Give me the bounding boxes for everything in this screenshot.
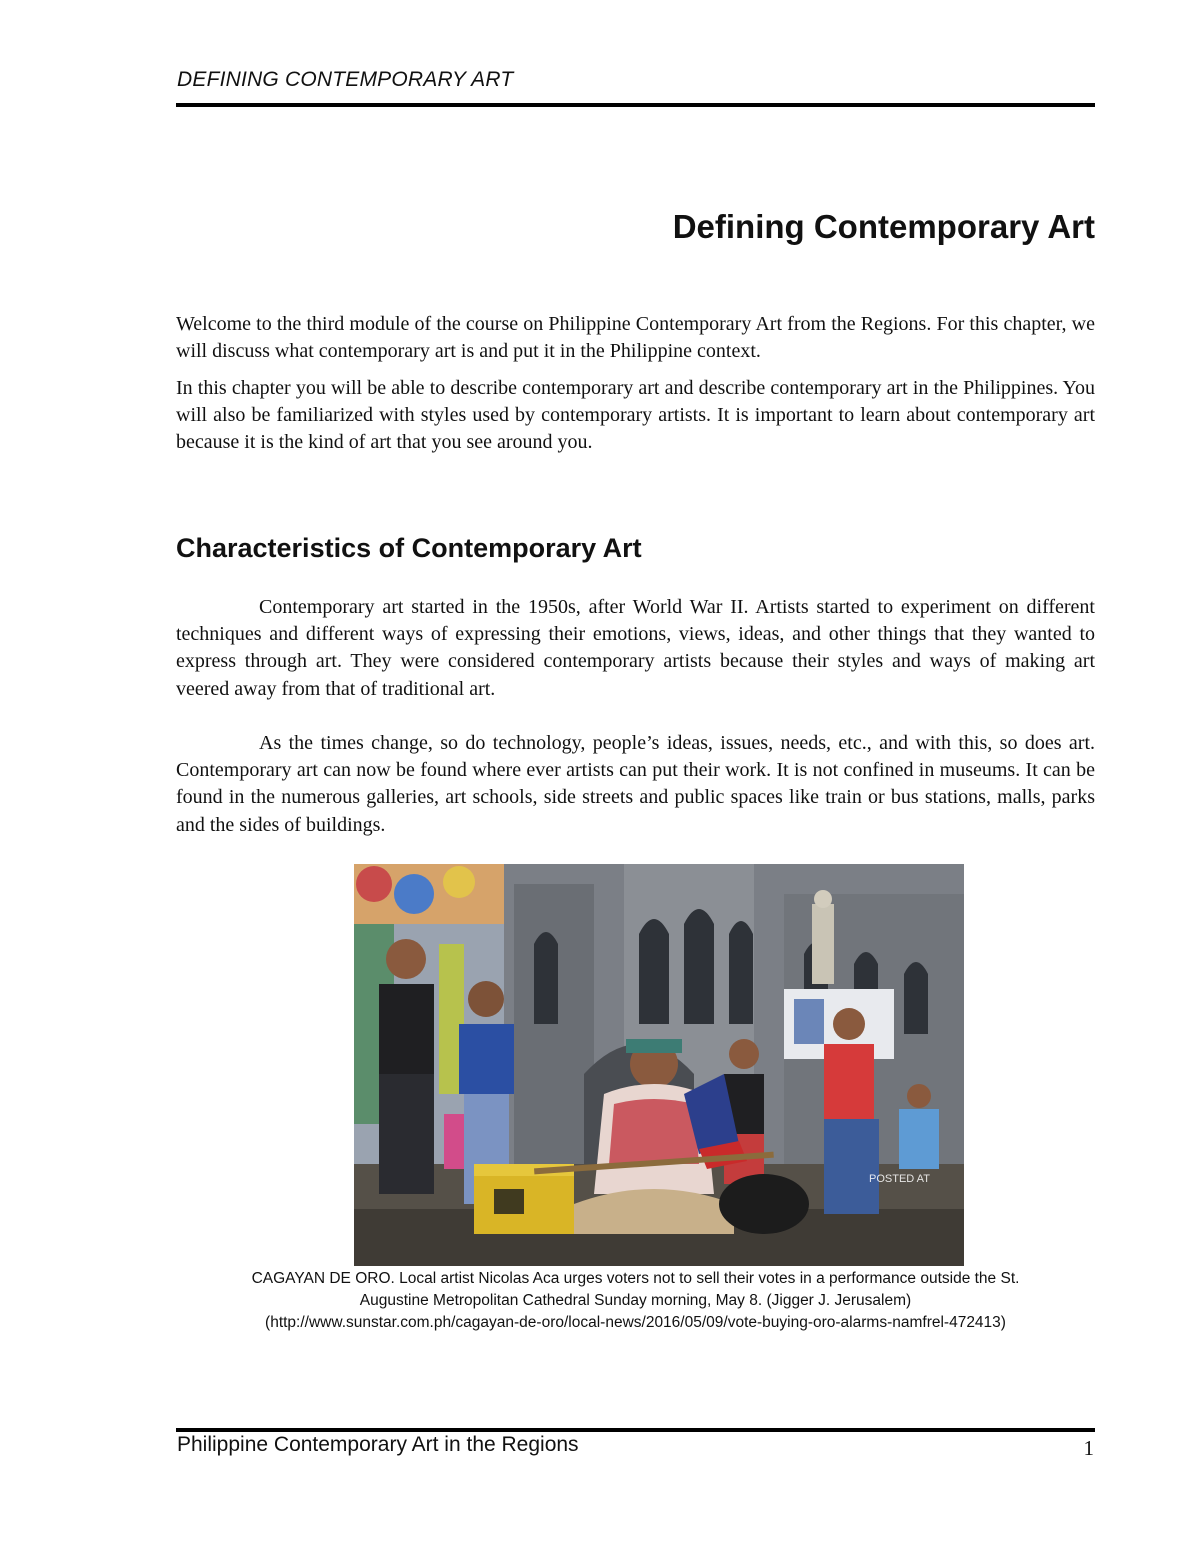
footer-course-title: Philippine Contemporary Art in the Regions [177, 1433, 579, 1456]
section-paragraph-2: As the times change, so do technology, people’s ideas, issues, needs, etc., and with this, so does art. Contemporary art can now be found where ever artists can put their work. It is not confined in museums. It can be found in the numerous galleries, art schools, side streets and public spaces like train or bus stations, malls, parks and the sides of buildings. [176, 732, 1095, 836]
intro-paragraph-2: In this chapter you will be able to describe contemporary art and describe contemporary art in the Philippines. You will also be familiarized with styles used by contemporary artists. It is important to learn about contemporary art because it is the kind of art that you see around you. [176, 377, 1095, 454]
figure-caption [176, 1268, 1095, 1334]
caption-line-1: CAGAYAN DE ORO. Local artist Nicolas Aca urges voters not to sell their votes in a performance outside the St. [251, 1270, 1020, 1287]
footer-rule [176, 1428, 1095, 1432]
intro-paragraph-1: Welcome to the third module of the course on Philippine Contemporary Art from the Regions. For this chapter, we will discuss what contemporary art is and put it in the Philippine context. [176, 313, 1095, 363]
photo-watermark: POSTED AT [869, 1173, 930, 1185]
caption-line-2: Augustine Metropolitan Cathedral Sunday morning, May 8. (Jigger J. Jerusalem) [359, 1292, 912, 1309]
section-paragraph-1: Contemporary art started in the 1950s, after World War II. Artists started to experiment on different techniques and different ways of expressing their emotions, views, ideas, and other things that they wanted to express through art. They were considered contemporary artists because their styles and ways of making art veered away from that of traditional art. [176, 596, 1095, 700]
section-heading: Characteristics of Contemporary Art [176, 533, 642, 563]
performance-photo [354, 864, 964, 1266]
header-rule [176, 103, 1095, 107]
page-title: Defining Contemporary Art [672, 208, 1095, 245]
running-header: DEFINING CONTEMPORARY ART [177, 68, 514, 91]
caption-source-link: (http://www.sunstar.com.ph/cagayan-de-oro/local-news/2016/05/09/vote-buying-oro-alarms-namfrel-472413) [265, 1314, 1006, 1331]
page-number: 1 [1083, 1436, 1094, 1460]
